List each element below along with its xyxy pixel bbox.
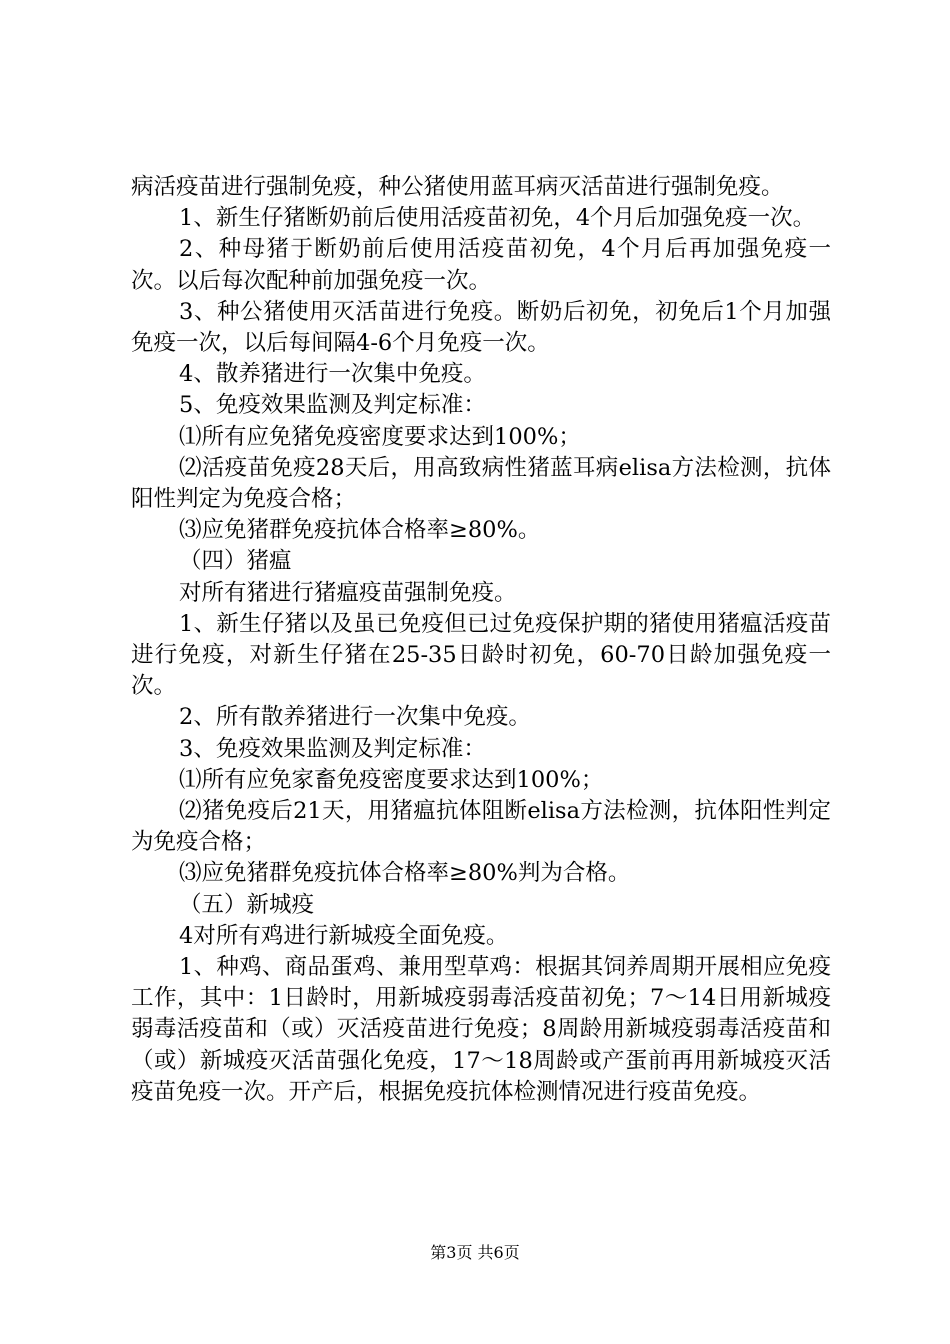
paragraph: ⑶应免猪群免疫抗体合格率≥80%判为合格。 [179,860,631,887]
paragraph: ⑴所有应免家畜免疫密度要求达到100%； [179,766,604,793]
paragraph: ⑵活疫苗免疫28天后，用高致病性猪蓝耳病elisa方法检测，抗体阳性判定为免疫合格； [131,454,831,513]
paragraph: 1、新生仔猪断奶前后使用活疫苗初免，4个月后加强免疫一次。 [179,205,816,232]
paragraph: 1、新生仔猪以及虽已免疫但已过免疫保护期的猪使用猪瘟活疫苗进行免疫，对新生仔猪在25-35日龄时初免，60-70日龄加强免疫一次。 [131,610,831,700]
paragraph: 2、种母猪于断奶前后使用活疫苗初免，4个月后再加强免疫一次。以后每次配种前加强免疫一次。 [131,236,831,294]
paragraph: 5、免疫效果监测及判定标准： [179,392,486,419]
paragraph: 2、所有散养猪进行一次集中免疫。 [179,704,531,731]
paragraph: 3、种公猪使用灭活苗进行免疫。断奶后初免，初免后1个月加强免疫一次，以后每间隔4-6个月免疫一次。 [131,298,831,357]
paragraph: ⑵猪免疫后21天，用猪瘟抗体阻断elisa方法检测，抗体阳性判定为免疫合格； [131,798,831,856]
page-number: 第3页 共6页 [430,1243,520,1262]
paragraph: ⑴所有应免猪免疫密度要求达到100%； [179,423,581,450]
section-heading: （五）新城疫 [179,891,315,918]
paragraph: 4对所有鸡进行新城疫全面免疫。 [179,922,509,949]
paragraph: ⑶应免猪群免疫抗体合格率≥80%。 [179,517,541,544]
paragraph: 3、免疫效果监测及判定标准： [179,735,486,762]
paragraph: 病活疫苗进行强制免疫，种公猪使用蓝耳病灭活苗进行强制免疫。 [131,174,784,200]
document-body [131,172,831,1108]
section-heading: （四）猪瘟 [179,548,292,575]
paragraph: 1、种鸡、商品蛋鸡、兼用型草鸡：根据其饲养周期开展相应免疫工作，其中：1日龄时，用新城疫弱毒活疫苗初免；7～14日用新城疫弱毒活疫苗和（或）灭活疫苗进行免疫；8周龄用新城疫弱毒活疫苗和（或）新城疫灭活苗强化免疫，17～18周龄或产蛋前再用新城疫灭活疫苗免疫一次。开产后，根据免疫抗体检测情况进行疫苗免疫。 [131,954,831,1105]
paragraph: 4、散养猪进行一次集中免疫。 [179,361,486,388]
paragraph: 对所有猪进行猪瘟疫苗强制免疫。 [179,579,517,606]
page-footer [0,1243,950,1263]
